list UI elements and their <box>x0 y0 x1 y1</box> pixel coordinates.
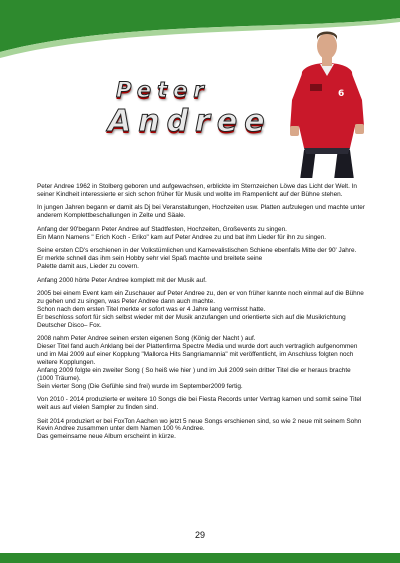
paragraph-1: Peter Andree 1962 in Stolberg geboren und aufgewachsen, erblickte im Sternzeichen Löwe das Licht der Welt. In seiner Kindheit interessierte er sich schon früher für Musik und wollte im Rampenlicht auf der Bühne stehen. <box>37 183 357 198</box>
paragraph-4: Seine ersten CD's erschienen in der Volkstümlichen und Karnevalistischen Schiene ebenfalls Mitte der 90' Jahre. Er merkte schnell das ihm sein Hobby sehr viel Spaß machte und breitete seine Palette damit aus, Lieder zu covern. <box>37 247 357 271</box>
paragraph-2: In jungen Jahren begann er damit als Dj bei Veranstaltungen, Hochzeiten usw. Platten aufzulegen und machte unter anderem Komplettbeschallungen in Zelte und Säale. <box>37 204 365 220</box>
biography-text <box>37 183 367 447</box>
paragraph-5: Anfang 2000 hörte Peter Andree komplett mit der Musik auf. <box>37 276 207 284</box>
title-first-name: Peter <box>116 78 210 102</box>
paragraph-6: 2005 bei einem Event kam ein Zuschauer auf Peter Andree zu, den er von früher kannte noch einmal auf die Bühne zu gehen und zu singen, was Peter Andree dann auch machte. Schon nach dem ersten Titel merkte er sofort was er 4 Jahre lang vermisst hatte. Er beschloss sofort für sich selbst wieder mit der Musik anzufangen und orientierte sich auf die Musikrichtung Deutscher Disco– Fox. <box>37 290 364 329</box>
artist-photo <box>290 30 364 178</box>
paragraph-3: Anfang der 90'begann Peter Andree auf Stadtfesten, Hochzeiten, Großevents zu singen. Ein Mann Namens " Erich Koch - Eriko" kam auf Peter Andree zu und bat ihm Lieder für ihn zu singen. <box>37 225 327 241</box>
paragraph-9: Seit 2014 produziert er bei FoxTon Aachen wo jetzt 5 neue Songs erschienen sind, so wie 2 neue mit seinem Sohn Kevin Andree zusammen unter dem Namen 100 % Andree. Das gemeinsame neue Album erscheint in kürze. <box>37 417 362 441</box>
footer-bar <box>0 553 400 563</box>
svg-text:6: 6 <box>338 89 345 99</box>
artist-name-title <box>108 80 304 137</box>
paragraph-8: Von 2010 - 2014 produzierte er weitere 10 Songs die bei Fiesta Records unter Vertrag kamen und somit seine Titel weit aus auf vielen Sampler zu finden sind. <box>37 396 362 411</box>
paragraph-7: 2008 nahm Peter Andree seinen ersten eigenen Song (König der Nacht ) auf. Dieser Titel fand auch Anklang bei der Plattenfirma Spectre Media und wurde dort auch vertraglich aufgenommen und im Mai 2009 auf einer Kopplung "Mallorca Hits Sangriamannia" mit veröffentlicht, im Anschluss folgten noch weitere Kopplungen. Anfang 2009 folgte ein zweiter Song ( So heiß wie hier ) und im Juli 2009 sein dritter Titel die er heraus brachte (1000 Träume). Sein vierter Song (Die Gefühle sind frei) wurde im September2009 fertig. <box>37 335 358 390</box>
title-last-name: Andree <box>108 104 272 139</box>
page-number: 29 <box>194 530 205 540</box>
